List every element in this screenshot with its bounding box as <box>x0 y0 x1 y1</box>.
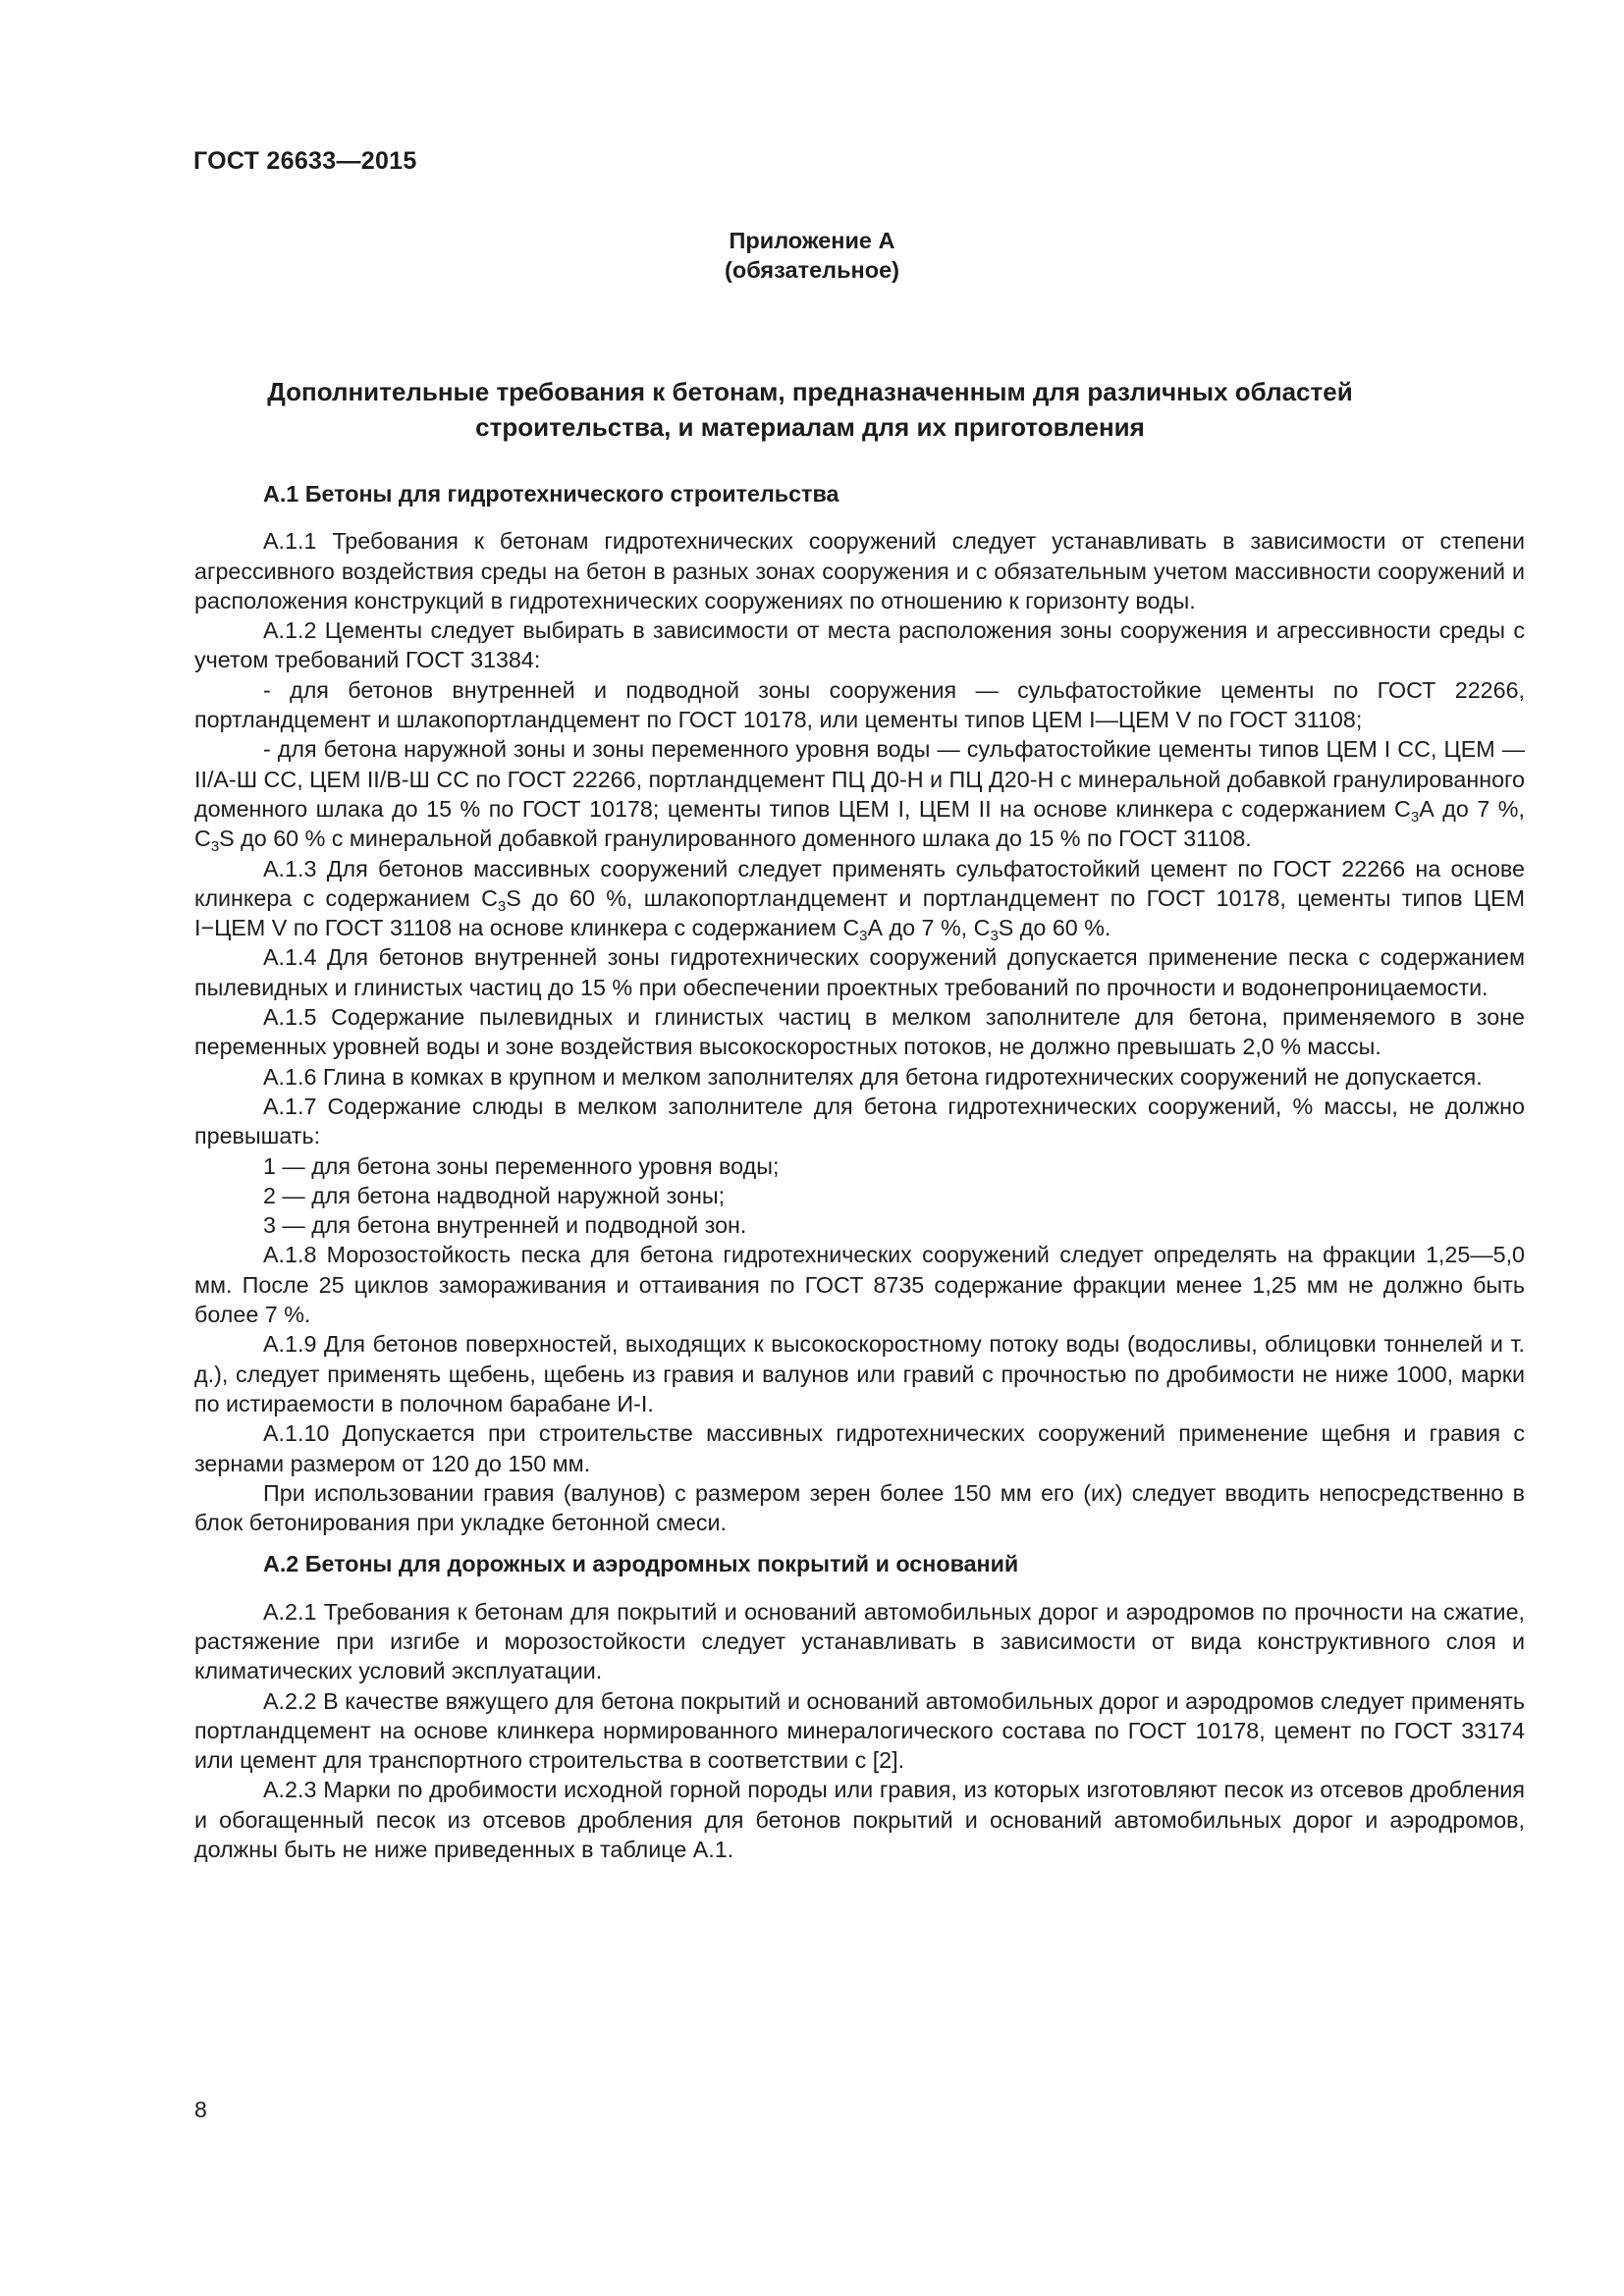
appendix-title <box>250 374 1370 445</box>
document-body <box>194 479 1525 1864</box>
text-run: А.1.3 Для бетонов массивных сооружений следует применять сульфатостойкий цемент по ГОСТ 22266 на основе клинкера с содержанием С <box>194 855 1525 911</box>
subscript: 3 <box>1410 808 1420 826</box>
paragraph-a-1-4: А.1.4 Для бетонов внутренней зоны гидротехнических сооружений допускается применение песка с содержанием пылевидных и глинистых частиц до 15 % при обеспечении проектных требований по прочности и водонепроницаемости. <box>194 944 1525 1000</box>
text-run: А до 7 %, С <box>867 915 991 941</box>
paragraph-a-1-9: А.1.9 Для бетонов поверхностей, выходящих к высокоскоростному потоку воды (водосливы, облицовки тоннелей и т. д.), следует применять щебень, щебень из гравия и валунов или гравий с прочностью по дробимости не ниже 1000, марки по истираемости в полочном барабане И-I. <box>194 1331 1525 1416</box>
mica-limit-item: 3 — для бетона внутренней и подводной зон. <box>263 1212 747 1239</box>
text-run: S до 60 %, шлакопортландцемент и портландцемент по ГОСТ 10178, цементы типов ЦЕМ I−ЦЕМ V по ГОСТ 31108 на основе клинкера с содержанием С <box>194 884 1525 941</box>
subscript: 3 <box>859 928 868 945</box>
paragraph-a-1-1: А.1.1 Требования к бетонам гидротехнических сооружений следует устанавливать в зависимости от степени агрессивного воздействия среды на бетон в разных зонах сооружения и с обязательным учетом массивности сооружений и расположения конструкций в гидротехнических сооружениях по отношению к горизонту воды. <box>194 528 1525 614</box>
text-run: S до 60 % с минеральной добавкой гранулированного доменного шлака до 15 % по ГОСТ 31108. <box>219 826 1252 852</box>
list-item-inner-zone-cements: - для бетонов внутренней и подводной зоны сооружения — сульфатостойкие цементы по ГОСТ 22266, портландцемент и шлакопортландцемент по ГОСТ 10178, или цементы типов ЦЕМ I—ЦЕМ V по ГОСТ 31108; <box>194 676 1525 733</box>
appendix-status: (обязательное) <box>725 257 899 283</box>
paragraph-a-1-5: А.1.5 Содержание пылевидных и глинистых частиц в мелком заполнителе для бетона, применяемого в зоне переменных уровней воды и зоне воздействия высокоскоростных потоков, не должно превышать 2,0 % массы. <box>194 1004 1525 1060</box>
paragraph-a-1-2: А.1.2 Цементы следует выбирать в зависимости от места расположения зоны сооружения и агрессивности среды с учетом требований ГОСТ 31384: <box>194 617 1525 673</box>
paragraph-a-1-8: А.1.8 Морозостойкость песка для бетона гидротехнических сооружений следует определять на фракции 1,25—5,0 мм. После 25 циклов замораживания и оттаивания по ГОСТ 8735 содержание фракции менее 1,25 мм не должно быть более 7 %. <box>194 1242 1525 1328</box>
text-run: S до 60 %. <box>998 915 1111 941</box>
appendix-label: Приложение А <box>729 228 895 253</box>
paragraph-a-2-1: А.2.1 Требования к бетонам для покрытий и оснований автомобильных дорог и аэродромов по прочности на сжатие, растяжение при изгибе и морозостойкости следует устанавливать в зависимости от вида конструктивного слоя и климатических условий эксплуатации. <box>194 1598 1525 1684</box>
paragraph-a-1-6: А.1.6 Глина в комках в крупном и мелком заполнителях для бетона гидротехнических сооружений не допускается. <box>263 1063 1483 1090</box>
appendix-header <box>0 226 1624 285</box>
section-heading-a2: А.2 Бетоны для дорожных и аэродромных покрытий и оснований <box>263 1551 1019 1577</box>
document-code: ГОСТ 26633—2015 <box>193 147 417 175</box>
subscript: 3 <box>210 838 220 856</box>
list-item-outer-zone-cements <box>194 734 1525 856</box>
paragraph-a-1-10-continued: При использовании гравия (валунов) с размером зерен более 150 мм его (их) следует вводить непосредственно в блок бетонирования при укладке бетонной смеси. <box>194 1479 1525 1536</box>
text-run: А до 7 %, С <box>194 795 1525 852</box>
paragraph-a-1-10: А.1.10 Допускается при строительстве массивных гидротехнических сооружений применение щебня и гравия с зернами размером от 120 до 150 мм. <box>194 1420 1525 1476</box>
paragraph-a-2-3: А.2.3 Марки по дробимости исходной горной породы или гравия, из которых изготовляют песок из отсевов дробления и обогащенный песок из отсевов дробления для бетонов покрытий и оснований автомобильных дорог и аэродромов, должны быть не ниже приведенных в таблице А.1. <box>194 1777 1525 1863</box>
text-run: - для бетона наружной зоны и зоны переменного уровня воды — сульфатостойкие цементы типов ЦЕМ I СС, ЦЕМ — II/А-Ш СС, ЦЕМ II/В-Ш СС по ГОСТ 22266, портландцемент ПЦ Д0-Н и ПЦ Д20-Н с минеральной добавкой гранулированного доменного шлака до 15 % по ГОСТ 10178; цементы типов ЦЕМ I, ЦЕМ II на основе клинкера с содержанием С <box>194 736 1525 822</box>
subscript: 3 <box>990 928 999 945</box>
page-number: 8 <box>194 2097 207 2122</box>
section-heading-a1: А.1 Бетоны для гидротехнического строительства <box>263 481 839 507</box>
title-line-2: строительства, и материалам для их приготовления <box>475 412 1145 442</box>
paragraph-a-1-3 <box>194 854 1525 943</box>
mica-limit-item: 1 — для бетона зоны переменного уровня воды; <box>263 1152 780 1179</box>
title-line-1: Дополнительные требования к бетонам, предназначенным для различных областей <box>267 377 1353 406</box>
mica-limit-item: 2 — для бетона надводной наружной зоны; <box>263 1182 726 1208</box>
subscript: 3 <box>497 897 507 915</box>
paragraph-a-2-2: А.2.2 В качестве вяжущего для бетона покрытий и оснований автомобильных дорог и аэродромов следует применять портландцемент на основе клинкера нормированного минералогического состава по ГОСТ 10178, цемент по ГОСТ 33174 или цемент для транспортного строительства в соответствии с [2]. <box>194 1687 1525 1774</box>
paragraph-a-1-7: А.1.7 Содержание слюды в мелком заполнителе для бетона гидротехнических сооружений, % массы, не должно превышать: <box>194 1093 1525 1149</box>
